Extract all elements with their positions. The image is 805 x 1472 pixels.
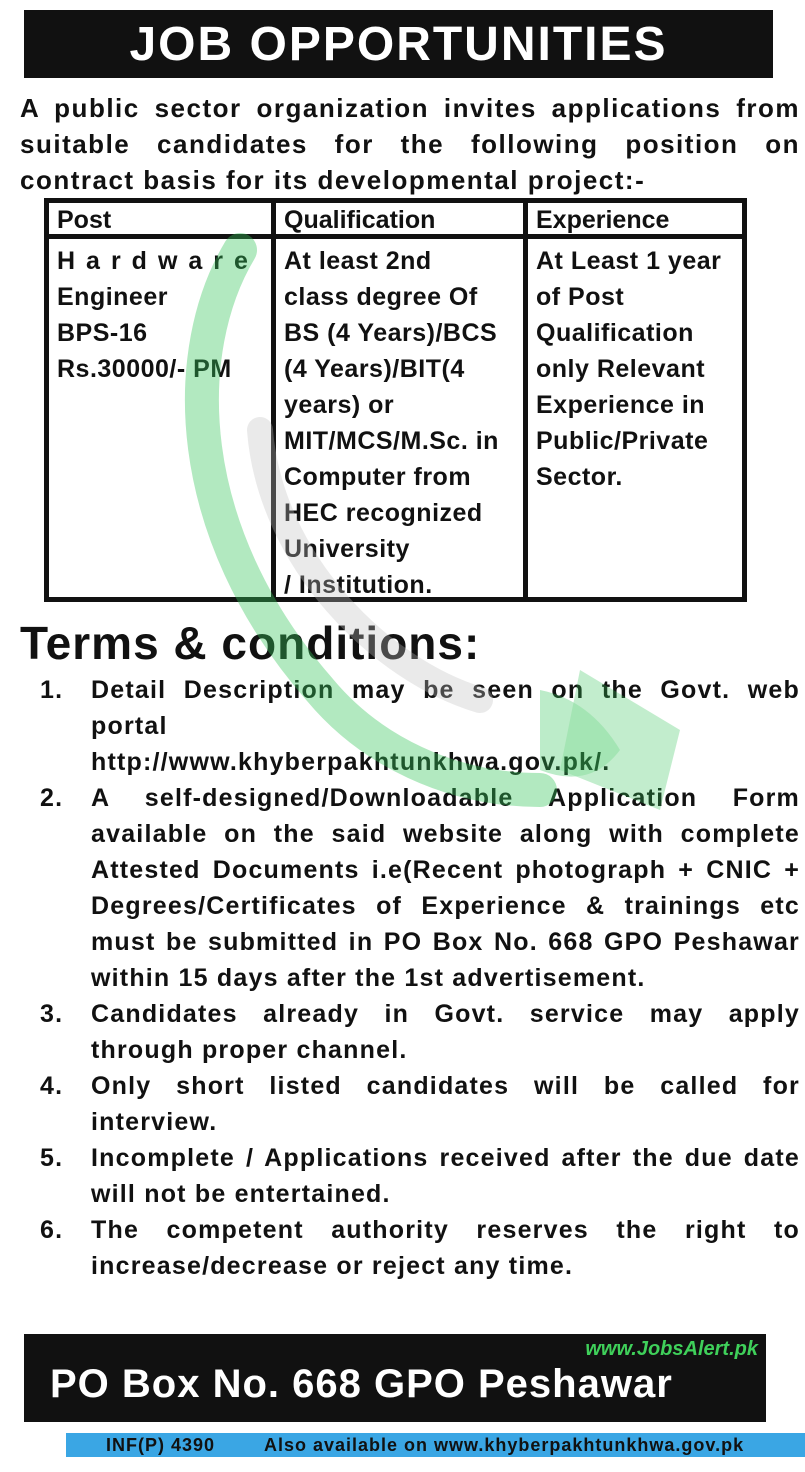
portal-url: http://www.khyberpakhtunkhwa.gov.pk/. — [91, 748, 611, 776]
experience-header: Experience — [528, 203, 742, 239]
post-line: Hardware — [57, 247, 259, 275]
terms-item — [40, 744, 800, 780]
qualification-line: / Institution. — [284, 571, 433, 599]
qualification-line: HEC recognized — [284, 499, 483, 527]
intro-paragraph: A public sector organization invites applications from suitable candidates for the following position on contract basis for its developmental project:- — [20, 93, 800, 195]
terms-item — [40, 996, 800, 1068]
terms-item-number: 5. — [40, 1144, 64, 1172]
qualification-line: University — [284, 535, 410, 563]
qualification-line: At least 2nd — [284, 247, 432, 275]
terms-item-number: 1. — [40, 676, 64, 704]
post-line: BPS-16 — [57, 319, 148, 347]
qualification-line: years) or — [284, 391, 395, 419]
terms-item — [40, 1212, 800, 1284]
terms-item — [40, 780, 800, 996]
terms-item-text: Detail Description may be seen on the Govt. web portal — [91, 676, 800, 740]
experience-line: Qualification — [536, 319, 694, 347]
experience-cell — [528, 239, 742, 495]
post-line: Engineer — [57, 283, 168, 311]
qualification-line: BS (4 Years)/BCS — [284, 319, 498, 347]
terms-item-text: A self-designed/Downloadable Application Form available on the said website along with complete Attested Documents i.e(Recent photograph + CNIC + Degrees/Certificates of Experience & trainings etc must be submitted in PO Box No. 668 GPO Peshawar within 15 days after the 1st advertisement. — [91, 784, 800, 992]
qualification-line: (4 Years)/BIT(4 — [284, 355, 465, 383]
experience-line: Sector. — [536, 463, 623, 491]
terms-item-text: Only short listed candidates will be called for interview. — [91, 1072, 800, 1136]
terms-item-number: 4. — [40, 1072, 64, 1100]
terms-item-number: 3. — [40, 1000, 64, 1028]
qualification-line: Computer from — [284, 463, 472, 491]
terms-item-text: The competent authority reserves the right to increase/decrease or reject any time. — [91, 1216, 800, 1280]
post-column — [49, 203, 271, 597]
terms-item-text: Incomplete / Applications received after the due date will not be entertained. — [91, 1144, 800, 1208]
post-header: Post — [49, 203, 271, 239]
qualification-line: class degree Of — [284, 283, 478, 311]
experience-line: Public/Private — [536, 427, 709, 455]
ad-title-banner — [24, 10, 773, 78]
qualification-column — [271, 203, 523, 597]
inf-number: INF(P) 4390 — [106, 1435, 216, 1455]
qualification-line: MIT/MCS/M.Sc. in — [284, 427, 499, 455]
terms-item — [40, 672, 800, 744]
qualification-header: Qualification — [276, 203, 523, 239]
terms-item — [40, 1068, 800, 1140]
experience-column — [523, 203, 742, 597]
experience-line: At Least 1 year — [536, 247, 722, 275]
experience-line: only Relevant — [536, 355, 706, 383]
postal-address: PO Box No. 668 GPO Peshawar — [50, 1362, 673, 1406]
terms-heading: Terms & conditions: — [20, 617, 481, 669]
jobsalert-website: www.JobsAlert.pk — [585, 1338, 758, 1360]
job-table — [44, 198, 747, 602]
post-line: Rs.30000/- PM — [57, 355, 232, 383]
terms-item — [40, 1140, 800, 1212]
info-strip — [66, 1433, 805, 1457]
post-cell — [49, 239, 271, 387]
address-banner — [24, 1334, 766, 1422]
terms-item-text: Candidates already in Govt. service may apply through proper channel. — [91, 1000, 800, 1064]
also-available-text: Also available on www.khyberpakhtunkhwa.gov.pk — [264, 1435, 745, 1455]
experience-line: of Post — [536, 283, 625, 311]
qualification-cell — [276, 239, 523, 603]
ad-title: JOB OPPORTUNITIES — [129, 17, 668, 71]
terms-list — [40, 672, 800, 1284]
terms-item-number: 6. — [40, 1216, 64, 1244]
experience-line: Experience in — [536, 391, 706, 419]
terms-item-number: 2. — [40, 784, 64, 812]
